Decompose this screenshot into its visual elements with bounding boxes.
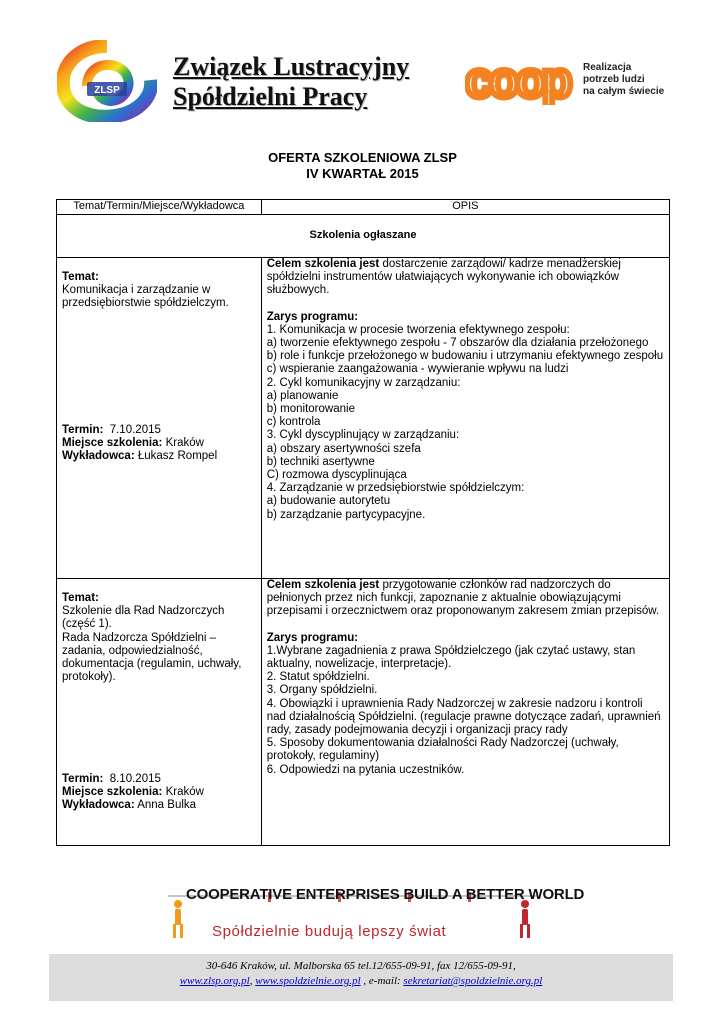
title-line2: IV KWARTAŁ 2015 [306,166,419,181]
topic-line: zadania, odpowiedzialność, [62,644,203,657]
coop-tagline-line: Realizacja [583,62,632,73]
email-prefix: , e-mail: [360,975,404,987]
program-item: b) zarządzanie partycypacyjne. [266,508,426,521]
footer-contact-box [49,954,673,1001]
org-name-line2: Spółdzielni Pracy [173,82,368,111]
figure-icon [173,900,183,938]
date-value: 7.10.2015 [109,424,161,436]
program-item: 1.Wybrane zagadnienia z prawa Spółdzielczego (jak czytać ustawy, stan aktualny, nowelizacje, interpretacje). [266,644,636,671]
coop-tagline-line: potrzeb ludzi [583,74,645,85]
topic-block [62,579,256,684]
training-table [56,199,670,846]
zlsp-logo-text: ZLSP [94,85,120,96]
topic-line: przedsiębiorstwie spółdzielczym. [62,297,229,310]
date-label: Termin: [62,424,104,436]
program-item: a) tworzenie efektywnego zespołu - 7 obszarów dla działania przełożonego [266,337,649,350]
schedule-block [62,424,217,464]
coop-logo-text: coop [465,55,569,105]
zlsp-logo [57,40,157,122]
header-cell-description: OPIS [261,200,669,215]
program-item: a) obszary asertywności szefa [266,442,421,455]
website-link-spoldzielnie[interactable]: www.spoldzielnie.org.pl [255,975,361,987]
topic-block [62,258,256,311]
lecturer-label: Wykładowca: [62,799,135,812]
goal-text: przygotowanie członków rad nadzorczych do pełnionych przez nich funkcji, zapoznanie z aktualnie obowiązującymi przepisami i orzecznictwem oraz proponowanym zakresem zmian przepisów. [266,579,660,618]
header-cell-topic: Temat/Termin/Miejsce/Wykładowca [57,200,262,215]
program-item: 4. Zarządzanie w przedsiębiorstwie spółdzielczym: [266,482,525,495]
title-line1: OFERTA SZKOLENIOWA ZLSP [268,150,457,165]
description-cell [261,258,669,579]
document-title [0,150,725,182]
place-label: Miejsce szkolenia: [62,786,163,799]
figure-icon [520,900,530,938]
place-value: Kraków [165,786,204,799]
place-value: Kraków [165,437,204,450]
program-item: 2. Statut spółdzielni. [266,671,370,684]
topic-line: dokumentacja (regulamin, uchwały, [62,658,242,671]
organization-name [173,52,409,112]
program-item: a) budowanie autorytetu [266,495,391,508]
program-item: 3. Organy spółdzielni. [266,684,378,697]
training-info-cell [57,258,262,579]
table-row [57,579,670,846]
goal-label: Celem szkolenia jest [266,579,380,591]
program-item: b) role i funkcje przełożonego w budowaniu i utrzymaniu efektywnego zespołu [266,350,664,363]
goal-label: Celem szkolenia jest [266,258,380,270]
coop-logo [465,55,575,105]
banner-title: COOPERATIVE ENTERPRISES BUILD A BETTER WORLD [186,886,585,903]
lecturer-value: Anna Bulka [137,799,197,812]
program-item: C) rozmowa dyscyplinująca [266,469,407,482]
section-row [57,215,670,258]
program-label: Zarys programu: [266,310,359,323]
description-cell [261,579,669,846]
lecturer-label: Wykładowca: [62,450,135,463]
schedule-block [62,773,204,813]
topic-label: Temat: [62,592,99,604]
program-item: 3. Cykl dyscyplinujący w zarządzaniu: [266,429,460,442]
program-item: b) monitorowanie [266,403,355,416]
program-item: 4. Obowiązki i uprawnienia Rady Nadzorczej w zakresie nadzoru i kontroli nad działalnością Spółdzielni. (regulacje prawne dotyczące zadań, uprawnień rady, zasady podejmowania decyzji i organizacji pracy rady [266,697,661,737]
table-row [57,258,670,579]
program-item: c) wspieranie zaangażowania - wywieranie wpływu na ludzi [266,363,569,376]
goal-paragraph [267,579,664,619]
topic-line: (część 1). [62,618,112,631]
date-label: Termin: [62,773,104,785]
website-link-zlsp[interactable]: www.zlsp.org.pl [179,975,250,987]
topic-label: Temat: [62,271,99,283]
table-header-row [57,200,670,215]
goal-text: dostarczenie zarządowi/ kadrze menadżerskiej spółdzielni instrumentów ułatwiających wykonywanie ich obowiązków służbowych. [266,258,621,297]
program-item: 1. Komunikacja w procesie tworzenia efektywnego zespołu: [266,323,570,336]
goal-paragraph [267,258,664,298]
coop-tagline [583,62,664,98]
topic-line: Komunikacja i zarządzanie w [62,284,211,297]
program-item: a) planowanie [266,389,339,402]
training-info-cell [57,579,262,846]
topic-line: Rada Nadzorcza Spółdzielni – [62,631,217,644]
section-label: Szkolenia ogłaszane [57,215,670,258]
program-item: c) kontrola [266,416,321,429]
org-name-line1: Związek Lustracyjny [173,52,410,81]
footer-links [49,975,673,987]
program-label: Zarys programu: [266,631,359,644]
program-item: 5. Sposoby dokumentowania działalności Rady Nadzorczej (uchwały, protokoły, regulaminy) [266,737,619,763]
banner-subtitle: Spółdzielnie budują lepszy świat [212,923,447,940]
topic-line: Szkolenie dla Rad Nadzorczych [62,605,225,618]
topic-line: protokoły). [62,671,116,684]
lecturer-value: Łukasz Rompel [137,450,218,463]
coop-tagline-line: na całym świecie [583,86,665,97]
program-item: b) techniki asertywne [266,455,375,468]
footer-separator: , [249,975,256,987]
date-value: 8.10.2015 [109,773,161,785]
footer-address: 30-646 Kraków, ul. Malborska 65 tel.12/655-09-91, fax 12/655-09-91, [206,960,516,972]
email-link[interactable]: sekretariat@spoldzielnie.org.pl [403,975,543,987]
place-label: Miejsce szkolenia: [62,437,163,450]
program-item: 6. Odpowiedzi na pytania uczestników. [266,763,465,776]
program-item: 2. Cykl komunikacyjny w zarządzaniu: [266,376,461,389]
